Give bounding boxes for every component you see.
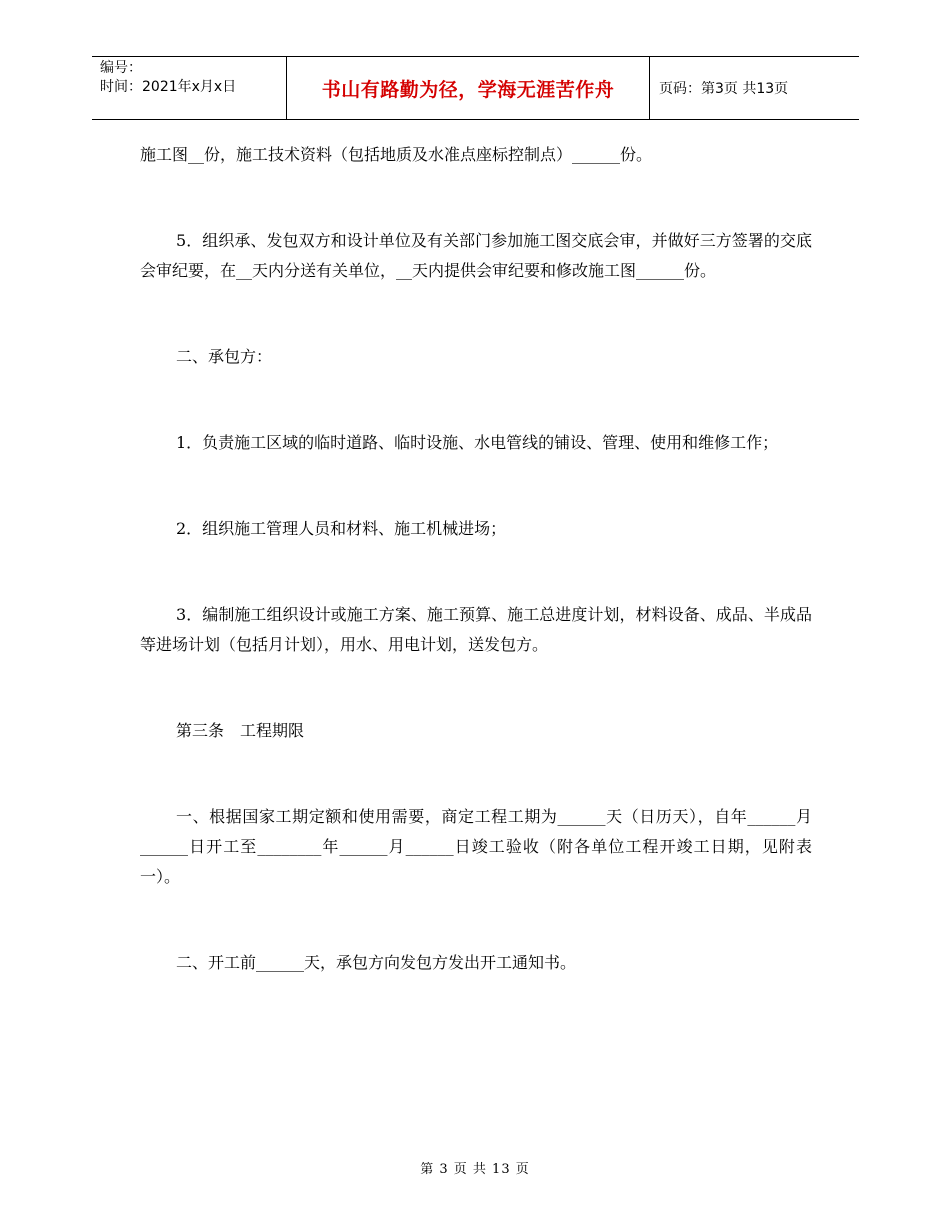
paragraph-gap (140, 892, 812, 948)
header-number-label: 编号： (100, 60, 142, 76)
paragraph-gap (140, 286, 812, 342)
section-heading-contractor: 二、承包方： (176, 347, 273, 366)
paragraph-period-2: 二、开工前______天，承包方向发包方发出开工通知书。 (176, 953, 577, 972)
header-time-label: 时间：2021年x月x日 (100, 79, 237, 95)
document-header (92, 56, 859, 120)
paragraph-drawings-copies: 施工图__份，施工技术资料（包括地质及水准点座标控制点）______份。 (140, 145, 653, 164)
paragraph-gap (140, 544, 812, 600)
paragraph-item-3: 3．编制施工组织设计或施工方案、施工预算、施工总进度计划，材料设备、成品、半成品等进场计划（包括月计划），用水、用电计划，送发包方。 (140, 605, 812, 654)
page-footer: 第 3 页 共 13 页 (420, 1162, 530, 1177)
paragraph-item-1: 1．负责施工区域的临时道路、临时设施、水电管线的铺设、管理、使用和维修工作； (176, 433, 779, 452)
paragraph-gap (140, 170, 812, 226)
header-divider-right (649, 57, 650, 119)
document-body (140, 140, 812, 978)
header-motto: 书山有路勤为径，学海无涯苦作舟 (321, 78, 615, 101)
header-meta (100, 59, 286, 97)
header-page-info: 页码：第3页 共13页 (659, 81, 789, 97)
article-heading-3: 第三条 工程期限 (176, 721, 305, 740)
paragraph-item-2: 2．组织施工管理人员和材料、施工机械进场； (176, 519, 507, 538)
paragraph-gap (140, 372, 812, 428)
paragraph-gap (140, 660, 812, 716)
paragraph-item-5: 5．组织承、发包双方和设计单位及有关部门参加施工图交底会审，并做好三方签署的交底会审纪要，在__天内分送有关单位，__天内提供会审纪要和修改施工图______份。 (140, 231, 812, 280)
paragraph-gap (140, 458, 812, 514)
paragraph-gap (140, 746, 812, 802)
paragraph-period-1: 一、根据国家工期定额和使用需要，商定工程工期为______天（日历天），自年______月______日开工至________年______月______日竣工验收（附各单位工程开竣工日期，见附表一）。 (140, 807, 812, 886)
